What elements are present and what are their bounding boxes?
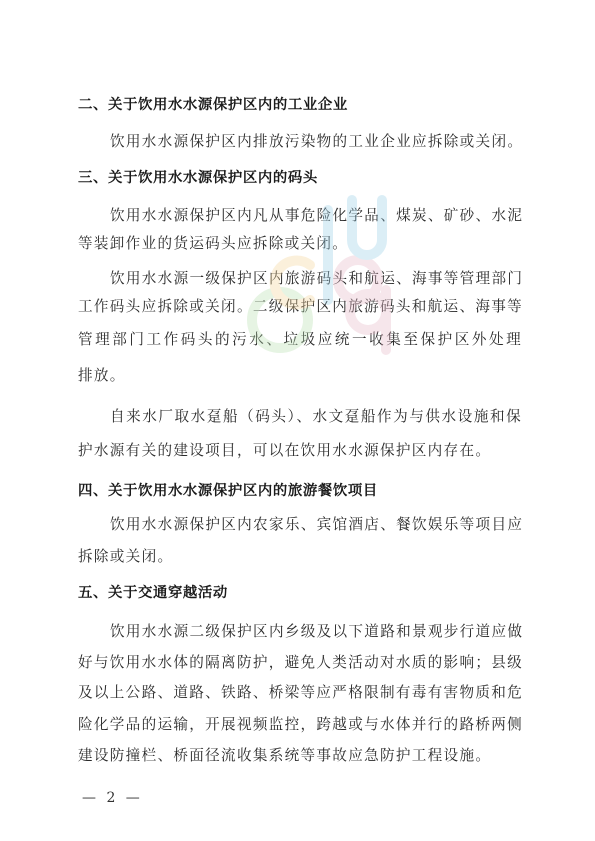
paragraph-line: 拆除或关闭。 <box>78 548 174 565</box>
page-number: — 2 — <box>82 790 143 806</box>
paragraph-line: 饮用水水源保护区内凡从事危险化学品、煤炭、矿砂、水泥 <box>110 207 524 224</box>
paragraph-line: 工作码头应拆除或关闭。二级保护区内旅游码头和航运、海事等 <box>78 298 524 315</box>
paragraph-line: 饮用水水源一级保护区内旅游码头和航运、海事等管理部门 <box>110 270 524 287</box>
paragraph-line: 及以上公路、道路、铁路、桥梁等应严格限制有毒有害物质和危 <box>78 684 524 701</box>
paragraph-line: 等装卸作业的货运码头应拆除或关闭。 <box>78 235 349 252</box>
section-heading: 四、关于饮用水水源保护区内的旅游餐饮项目 <box>78 483 378 499</box>
paragraph-line: 饮用水水源保护区内排放污染物的工业企业应拆除或关闭。 <box>110 133 524 150</box>
watermark-logo <box>240 170 400 370</box>
paragraph-line: 排放。 <box>78 367 126 384</box>
section-heading: 二、关于饮用水水源保护区内的工业企业 <box>78 97 348 113</box>
paragraph-line: 自来水厂取水趸船（码头）、水文趸船作为与供水设施和保 <box>110 408 522 425</box>
paragraph-line: 好与饮用水水体的隔离防护，避免人类活动对水质的影响；县级 <box>78 654 524 671</box>
section-heading: 三、关于饮用水水源保护区内的码头 <box>78 170 318 186</box>
paragraph-line: 建设防撞栏、桥面径流收集系统等事故应急防护工程设施。 <box>78 747 492 764</box>
paragraph-line: 饮用水水源二级保护区内乡级及以下道路和景观步行道应做 <box>110 623 524 640</box>
paragraph-line: 险化学品的运输，开展视频监控，跨越或与水体并行的路桥两侧 <box>78 716 524 733</box>
paragraph-line: 饮用水水源保护区内农家乐、宾馆酒店、餐饮娱乐等项目应 <box>110 516 524 533</box>
paragraph-line: 管理部门工作码头的污水、垃圾应统一收集至保护区外处理 <box>78 331 522 348</box>
paragraph-line: 护水源有关的建设项目，可以在饮用水水源保护区内存在。 <box>78 442 492 459</box>
section-heading: 五、关于交通穿越活动 <box>78 585 228 601</box>
